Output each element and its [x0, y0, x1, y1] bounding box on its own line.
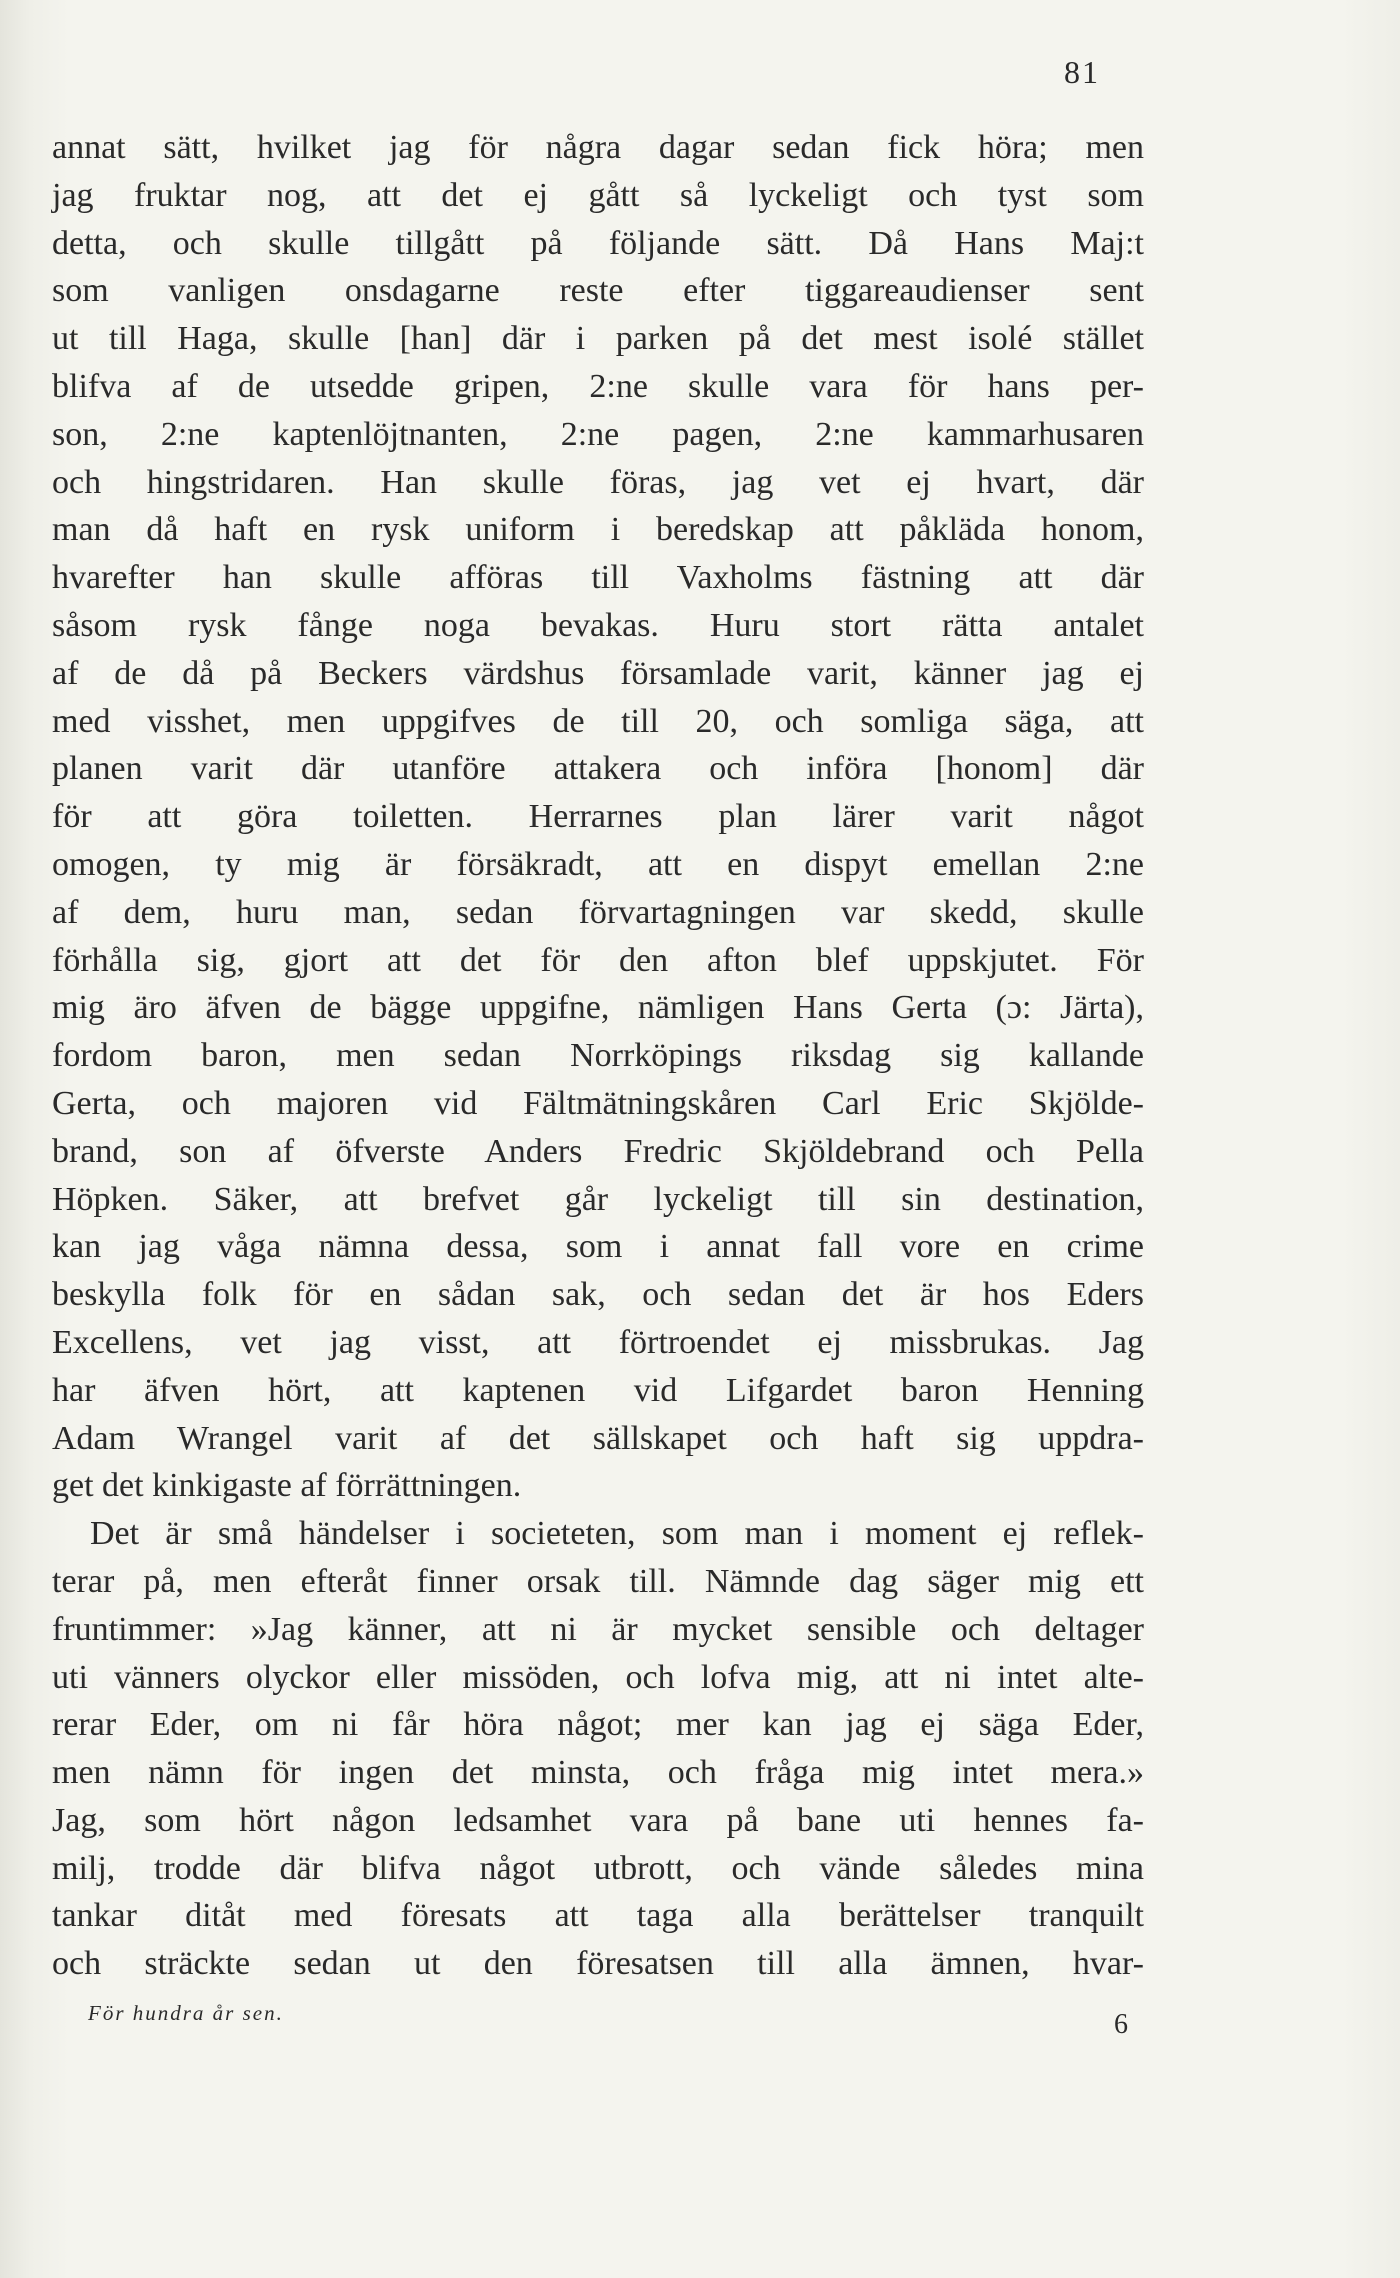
text-line: planen varit där utanföre attakera och införa [honom] där: [52, 750, 1144, 788]
text-line: man då haft en rysk uniform i beredskap att påkläda honom,: [52, 511, 1144, 549]
text-line: Höpken. Säker, att brefvet går lyckeligt till sin destination,: [52, 1180, 1144, 1218]
text-line: har äfven hört, att kaptenen vid Lifgardet baron Henning: [52, 1371, 1144, 1409]
text-line: terar på, men efteråt finner orsak till. Nämnde dag säger mig ett: [52, 1562, 1144, 1600]
text-line: kan jag våga nämna dessa, som i annat fall vore en crime: [52, 1228, 1144, 1266]
text-line: som vanligen onsdagarne reste efter tiggareaudienser sent: [52, 272, 1144, 310]
body-text: [52, 124, 1144, 1988]
text-line: Jag, som hört någon ledsamhet vara på bane uti hennes fa-: [52, 1801, 1144, 1839]
paragraph: [52, 124, 1144, 1510]
text-line: och sträckte sedan ut den föresatsen till alla ämnen, hvar-: [52, 1945, 1144, 1983]
text-line: ut till Haga, skulle [han] där i parken på det mest isolé stället: [52, 320, 1144, 358]
text-line: Det är små händelser i societeten, som man i moment ej reflek-: [90, 1515, 1144, 1553]
text-line: brand, son af öfverste Anders Fredric Skjöldebrand och Pella: [52, 1132, 1144, 1170]
signature-mark: 6: [1114, 2009, 1128, 2040]
running-title: För hundra år sen.: [88, 2001, 284, 2025]
text-line: jag fruktar nog, att det ej gått så lyckeligt och tyst som: [52, 176, 1144, 214]
text-line: för att göra toiletten. Herrarnes plan lärer varit något: [52, 798, 1144, 836]
page-number: 81: [1064, 54, 1100, 90]
text-line: uti vänners olyckor eller missöden, och lofva mig, att ni intet alte-: [52, 1658, 1144, 1696]
text-line: annat sätt, hvilket jag för några dagar sedan fick höra; men: [52, 129, 1144, 166]
text-line: förhålla sig, gjort att det för den afton blef uppskjutet. För: [52, 941, 1144, 979]
text-line: detta, och skulle tillgått på följande sätt. Då Hans Maj:t: [52, 224, 1144, 262]
paragraph: [52, 1510, 1144, 1988]
text-line: mig äro äfven de bägge uppgifne, nämligen Hans Gerta (ɔ: Järta),: [52, 989, 1144, 1027]
text-line: såsom rysk fånge noga bevakas. Huru stort rätta antalet: [52, 606, 1144, 644]
text-line: tankar ditåt med föresats att taga alla berättelser tranquilt: [52, 1897, 1144, 1935]
text-line: af de då på Beckers värdshus församlade varit, känner jag ej: [52, 654, 1144, 692]
text-line: Adam Wrangel varit af det sällskapet och haft sig uppdra-: [52, 1419, 1144, 1457]
text-line: get det kinkigaste af förrättningen.: [52, 1467, 522, 1505]
text-line: Gerta, och majoren vid Fältmätningskåren Carl Eric Skjölde-: [52, 1084, 1144, 1122]
text-line: Excellens, vet jag visst, att förtroendet ej missbrukas. Jag: [52, 1323, 1144, 1361]
text-line: omogen, ty mig är försäkradt, att en dispyt emellan 2:ne: [52, 845, 1144, 883]
text-line: beskylla folk för en sådan sak, och sedan det är hos Eders: [52, 1276, 1144, 1314]
text-line: fordom baron, men sedan Norrköpings riksdag sig kallande: [52, 1037, 1144, 1075]
text-line: rerar Eder, om ni får höra något; mer kan jag ej säga Eder,: [52, 1706, 1144, 1744]
text-line: fruntimmer: »Jag känner, att ni är mycket sensible och deltager: [52, 1610, 1144, 1648]
text-line: son, 2:ne kaptenlöjtnanten, 2:ne pagen, 2:ne kammarhusaren: [52, 415, 1144, 453]
page-footer: [88, 1995, 1128, 2040]
text-line: milj, trodde där blifva något utbrott, och vände således mina: [52, 1849, 1144, 1887]
text-line: men nämn för ingen det minsta, och fråga mig intet mera.»: [52, 1754, 1144, 1792]
text-line: hvarefter han skulle afföras till Vaxholms fästning att där: [52, 559, 1144, 597]
text-line: med visshet, men uppgifves de till 20, och somliga säga, att: [52, 702, 1144, 740]
paragraph-container: [52, 124, 1144, 1988]
text-line: blifva af de utsedde gripen, 2:ne skulle vara för hans per-: [52, 367, 1144, 405]
text-line: och hingstridaren. Han skulle föras, jag vet ej hvart, där: [52, 463, 1144, 501]
text-line: af dem, huru man, sedan förvartagningen var skedd, skulle: [52, 893, 1144, 931]
